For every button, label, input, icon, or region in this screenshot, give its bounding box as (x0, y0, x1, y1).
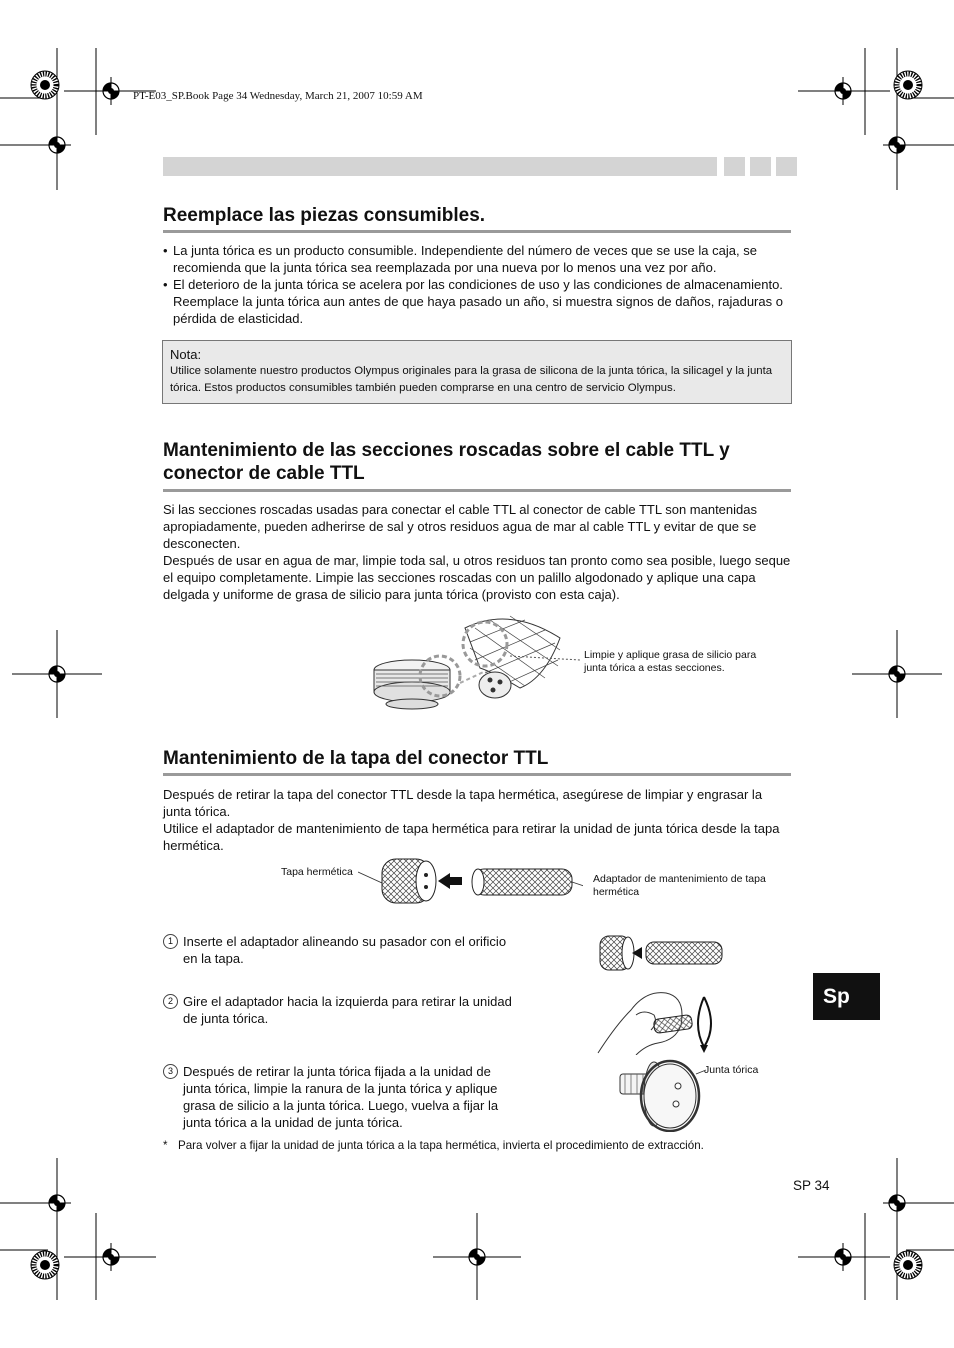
step2-illustration (596, 985, 721, 1055)
step1-illustration (596, 930, 726, 980)
step-3 (163, 1063, 513, 1131)
section-rule (163, 489, 791, 492)
paragraph: Después de retirar la tapa del conector TTL desde la tapa hermética, asegúrese de limpiar y engrasar la junta tórica. (163, 787, 763, 819)
label-line: hermética (593, 886, 640, 898)
cap-and-adapter-illustration (358, 855, 583, 907)
bullet-item: • El deterioro de la junta tórica se acelera por las condiciones de uso y las condiciones de almacenamiento. Reemplace la junta tórica aun antes de que haya pasado un año, si muestra signos de daños, rajaduras o pérdida de elasticidad. (163, 276, 791, 327)
cap-text (163, 786, 791, 854)
figure-caption (584, 649, 756, 675)
note-text: Utilice solamente nuestro productos Olympus originales para la grasa de silicona de la junta tórica, la silicagel y la junta tórica. Estos productos consumibles también pueden comprarse en una centro de servicio Olympus. (170, 365, 773, 394)
ttl-connector-illustration (360, 608, 590, 713)
header-square (724, 157, 745, 176)
header-square (776, 157, 797, 176)
section-title-line: Mantenimiento de las secciones roscadas sobre el cable TTL y (163, 440, 730, 461)
section-title-line: conector de cable TTL (163, 463, 365, 484)
footnote-mark: * (163, 1139, 168, 1152)
label-tapa-hermetica: Tapa hermética (281, 866, 353, 878)
header-square (750, 157, 771, 176)
paragraph: Si las secciones roscadas usadas para conectar el cable TTL al conector de cable TTL son mantenidas apropiadamente, pueden adherirse de sal y otros residuos agua de mar al cable TTL y evitar de que se desconecten. (163, 502, 757, 551)
header-bar (163, 157, 717, 176)
label-line: Adaptador de mantenimiento de tapa (593, 873, 766, 885)
consumables-bullets (163, 242, 791, 327)
note-label: Nota: (170, 347, 202, 362)
threads-text (163, 501, 791, 603)
language-tab: Sp (813, 973, 880, 1020)
label-junta-torica: Junta tórica (704, 1064, 759, 1076)
note-box (162, 340, 792, 404)
caption-line: Limpie y aplique grasa de silicio para (584, 649, 757, 661)
paragraph: Después de usar en agua de mar, limpie toda sal, u otros residuos tan pronto como sea posible, luego seque el equipo completamente. Limpie las secciones roscadas con un palillo algodonado y aplique una capa delgada y uniforme de grasa de silicio para junta tórica (provisto con esta caja). (163, 553, 791, 602)
step-number: 3 (163, 1064, 178, 1079)
section-rule (163, 230, 791, 233)
section-title-consumables: Reemplace las piezas consumibles. (163, 205, 486, 226)
footnote: Para volver a fijar la unidad de junta tórica a la tapa hermética, invierta el procedimiento de extracción. (178, 1139, 704, 1152)
section-title-cap: Mantenimiento de la tapa del conector TTL (163, 748, 549, 769)
paragraph: Utilice el adaptador de mantenimiento de tapa hermética para retirar la unidad de junta tórica desde la tapa hermética. (163, 821, 780, 853)
step-number: 2 (163, 994, 178, 1009)
step-number: 1 (163, 934, 178, 949)
caption-line: junta tórica a estas secciones. (584, 662, 725, 674)
bullet-item: • La junta tórica es un producto consumible. Independiente del número de veces que se use la caja, se recomienda que la junta tórica sea reemplazada por una nueva por lo menos una vez por año. (163, 242, 791, 276)
step3-illustration (612, 1056, 707, 1132)
step-1 (163, 933, 513, 967)
step-2 (163, 993, 513, 1027)
label-adaptador (593, 873, 766, 899)
print-header: PT-E03_SP.Book Page 34 Wednesday, March 21, 2007 10:59 AM (133, 90, 423, 102)
step-text: Gire el adaptador hacia la izquierda para retirar la unidad de junta tórica. (183, 994, 512, 1026)
page-number: SP 34 (793, 1178, 830, 1193)
step-text: Inserte el adaptador alineando su pasador con el orificio en la tapa. (183, 934, 507, 966)
section-title-threads (163, 439, 730, 485)
step-text: Después de retirar la junta tórica fijada a la unidad de junta tórica, limpie la ranura de la junta tórica y aplique grasa de silicio a la junta tórica. Luego, vuelva a fijar la junta tórica a la unidad de junta tórica. (183, 1064, 499, 1130)
section-rule (163, 773, 791, 776)
